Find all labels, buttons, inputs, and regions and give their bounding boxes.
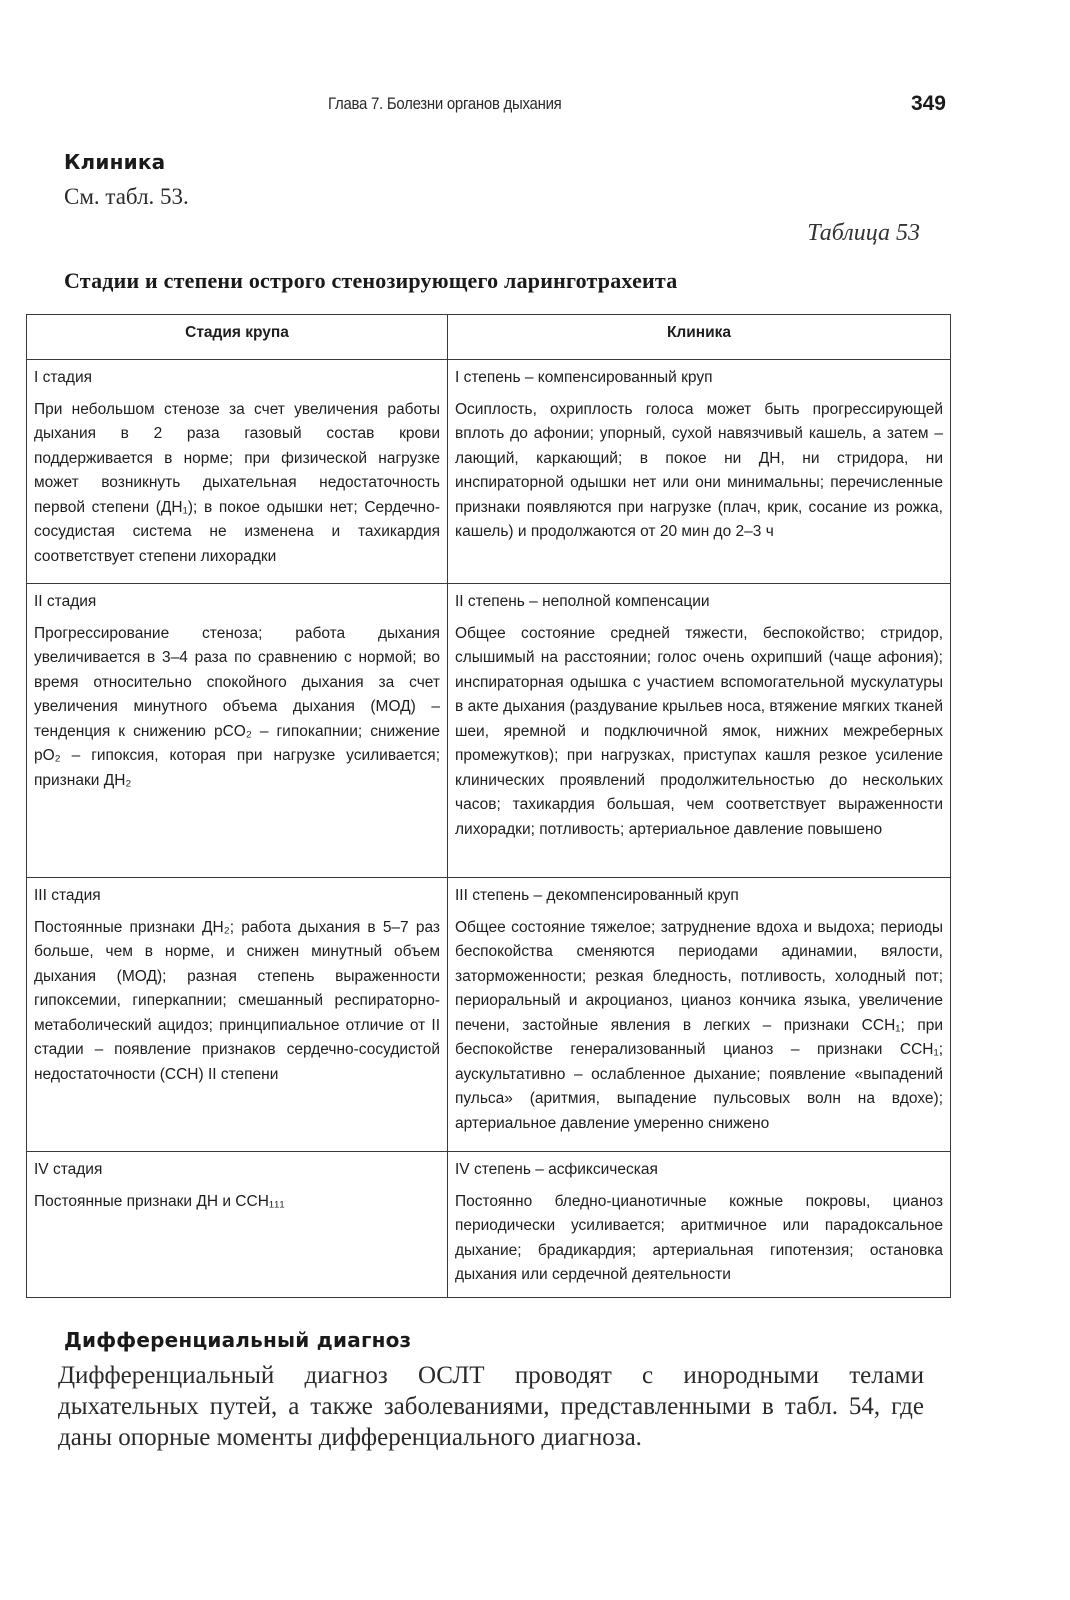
clinic-description: Общее состояние средней тяжести, беспокойство; стридор, слышимый на расстоянии; голос очень охрипший (чаще афония); инспираторная одышка с участием вспомогательной мускулатуры в акте дыхания (раздувание крыльев носа, втяжение мягких тканей шеи, яремной и подключичной ямок, нижних межреберных промежутков); при нагрузках, приступах кашля резкое усиление клинических проявлений продолжительностью до нескольких часов; тахикардия большая, чем соответствует выраженности лихорадки; потливость; артериальное давление повышено bbox=[455, 624, 943, 838]
see-table-reference: См. табл. 53. bbox=[64, 184, 189, 209]
running-header: Глава 7. Болезни органов дыхания bbox=[328, 94, 562, 113]
table-row bbox=[27, 1152, 951, 1298]
clinic-title: II степень – неполной компенсации bbox=[455, 593, 710, 610]
section-heading-differential-diagnosis: Дифференциальный диагноз bbox=[64, 1328, 412, 1352]
clinic-cell bbox=[448, 1152, 951, 1298]
clinic-title: IV степень – асфиксическая bbox=[455, 1161, 658, 1178]
stage-description: Прогрессирование стеноза; работа дыхания увеличивается в 3–4 раза по сравнению с нормой; во время относительно спокойного дыхания за счет увеличения минутного объема дыхания (МОД) – тенденция к снижению pCO₂ – гипокапнии; снижение pO₂ – гипоксия, которая при нагрузке усиливается; признаки ДН₂ bbox=[34, 624, 440, 789]
stage-title: I стадия bbox=[34, 369, 93, 386]
clinic-cell bbox=[448, 878, 951, 1152]
stage-cell bbox=[27, 584, 448, 878]
stage-title: IV стадия bbox=[34, 1161, 103, 1178]
column-header-stage: Стадия крупа bbox=[27, 315, 448, 360]
section-heading-clinic: Клиника bbox=[64, 150, 166, 174]
stage-cell bbox=[27, 878, 448, 1152]
clinic-title: III степень – декомпенсированный круп bbox=[455, 887, 739, 904]
table-row bbox=[27, 360, 951, 584]
differential-diagnosis-paragraph: Дифференциальный диагноз ОСЛТ проводят с инородными телами дыхательных путей, а также заболеваниями, представленными в табл. 54, где даны опорные моменты дифференциального диагноза. bbox=[58, 1362, 924, 1451]
page-number: 349 bbox=[910, 92, 946, 115]
stage-cell bbox=[27, 1152, 448, 1298]
stage-description: При небольшом стенозе за счет увеличения работы дыхания в 2 раза газовый состав крови поддерживается в норме; при физической нагрузке может возникнуть дыхательная недостаточность первой степени (ДН₁); в покое одышки нет; Сердечно-сосудистая система не изменена и тахикардия соответствует степени лихорадки bbox=[34, 400, 440, 565]
clinic-cell bbox=[448, 584, 951, 878]
stage-description: Постоянные признаки ДН и ССН₁₁₁ bbox=[34, 1192, 285, 1210]
table-row bbox=[27, 878, 951, 1152]
table-header-row bbox=[27, 315, 951, 360]
table-title: Стадии и степени острого стенозирующего ларинготрахеита bbox=[64, 268, 678, 293]
table-caption: Таблица 53 bbox=[807, 220, 920, 246]
stage-cell bbox=[27, 360, 448, 584]
stage-title: II стадия bbox=[34, 593, 97, 610]
stage-description: Постоянные признаки ДН₂; работа дыхания в 5–7 раз больше, чем в норме, и снижен минутный объем дыхания (МОД); разная степень выраженности гипоксемии, гиперкапнии; смешанный респираторно-метаболический ацидоз; принципиальное отличие от II стадии – появление признаков сердечно-сосудистой недостаточности (ССН) II степени bbox=[34, 918, 440, 1083]
clinic-cell bbox=[448, 360, 951, 584]
table-row bbox=[27, 584, 951, 878]
clinic-description: Общее состояние тяжелое; затруднение вдоха и выдоха; периоды беспокойства сменяются периодами адинамии, вялости, заторможенности; резкая бледность, потливость, холодный пот; периоральный и акроцианоз, цианоз кончика языка, увеличение печени, застойные явления в легких – признаки ССН₁; при беспокойстве генерализованный цианоз – признаки ССН₁; аускультативно – ослабленное дыхание; появление «выпадений пульса» (аритмия, выпадение пульсовых волн на вдохе); артериальное давление умеренно снижено bbox=[455, 918, 943, 1132]
clinic-description: Осиплость, охриплость голоса может быть прогрессирующей вплоть до афонии; упорный, сухой навязчивый кашель, а затем – лающий, каркающий; в покое ни ДН, ни стридора, ни инспираторной одышки нет или они минимальны; перечисленные признаки появляются при нагрузке (плач, крик, сосание из рожка, кашель) и продолжаются от 20 мин до 2–3 ч bbox=[455, 400, 943, 540]
clinic-title: I степень – компенсированный круп bbox=[455, 369, 713, 386]
croup-stages-table bbox=[26, 314, 951, 1298]
stage-title: III стадия bbox=[34, 887, 101, 904]
column-header-clinic: Клиника bbox=[448, 315, 951, 360]
clinic-description: Постоянно бледно-цианотичные кожные покровы, цианоз периодически усиливается; аритмичное или парадоксальное дыхание; брадикардия; артериальная гипотензия; остановка дыхания или сердечной деятельности bbox=[455, 1192, 943, 1283]
